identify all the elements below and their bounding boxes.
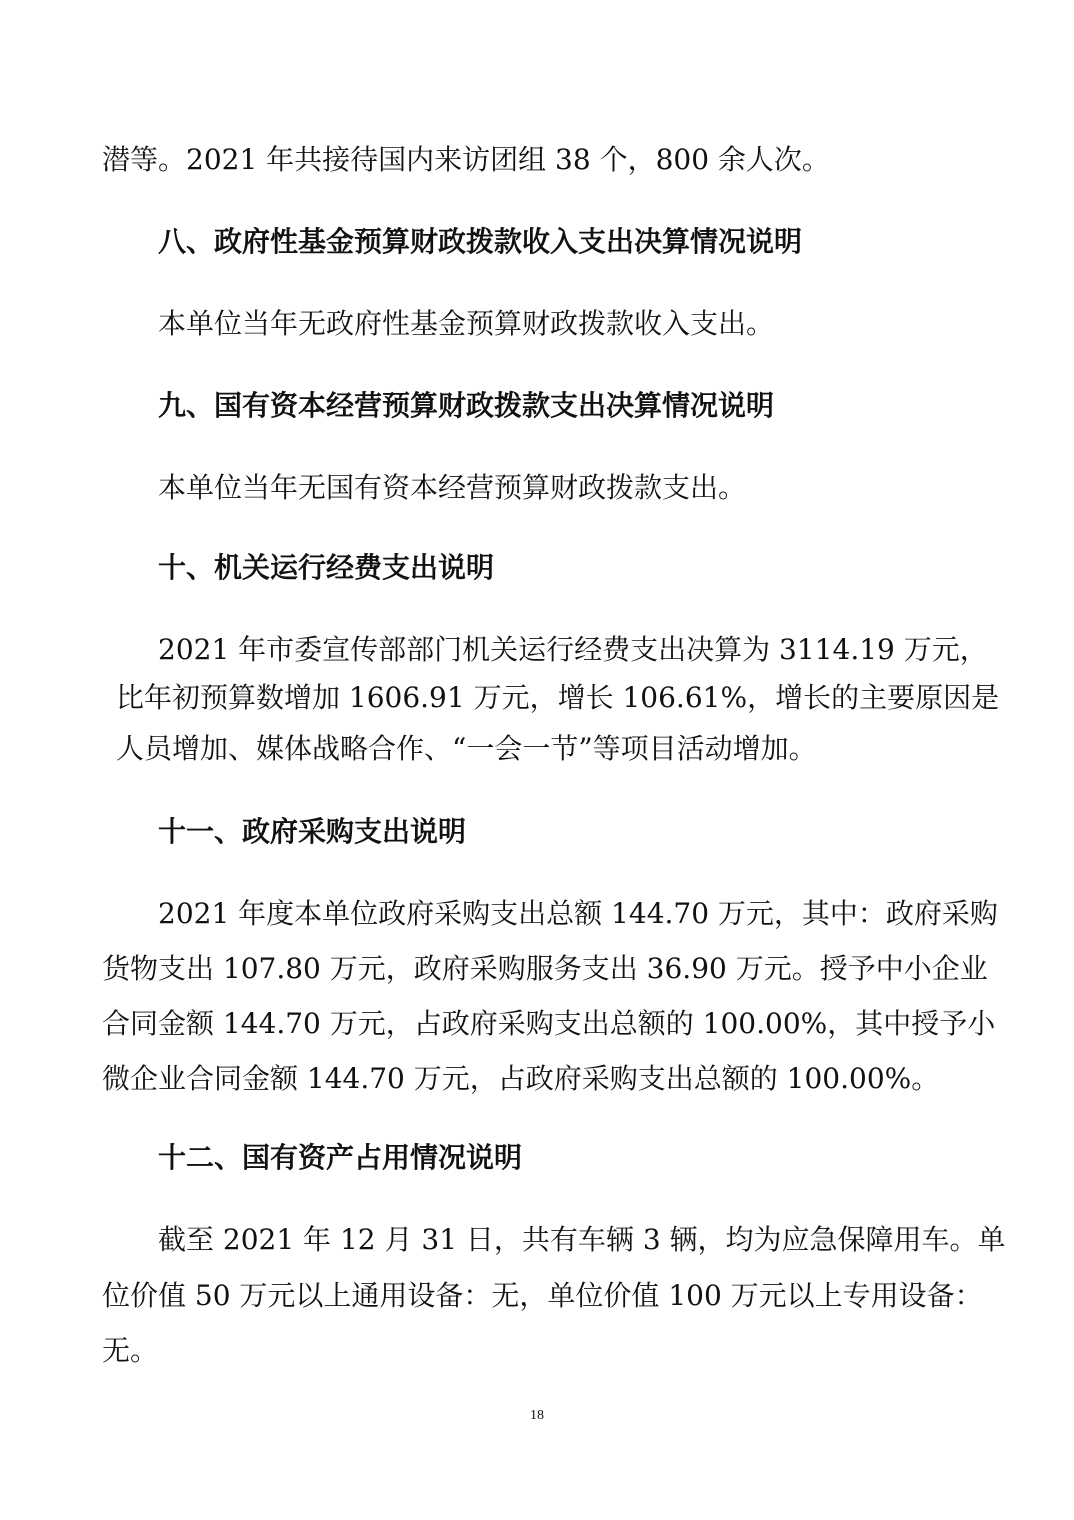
- section-11-line-1: 2021 年度本单位政府采购支出总额 144.70 万元，其中：政府采购: [158, 897, 998, 930]
- section-11-line-2: 货物支出 107.80 万元，政府采购服务支出 36.90 万元。授予中小企业: [102, 952, 988, 985]
- section-heading-11: 十一、政府采购支出说明: [158, 815, 467, 848]
- section-9-text: 本单位当年无国有资本经营预算财政拨款支出。: [158, 471, 747, 504]
- section-12-line-3: 无。: [102, 1334, 159, 1367]
- section-12-line-1: 截至 2021 年 12 月 31 日，共有车辆 3 辆，均为应急保障用车。单: [158, 1223, 1006, 1256]
- section-11-line-3: 合同金额 144.70 万元，占政府采购支出总额的 100.00%，其中授予小: [102, 1007, 996, 1040]
- section-heading-8: 八、政府性基金预算财政拨款收入支出决算情况说明: [158, 225, 803, 258]
- section-12-line-2: 位价值 50 万元以上通用设备：无，单位价值 100 万元以上专用设备：: [102, 1279, 983, 1312]
- section-10-line-1: 2021 年市委宣传部部门机关运行经费支出决算为 3114.19 万元，: [158, 633, 988, 666]
- paragraph-continuation: 潜等。2021 年共接待国内来访团组 38 个，800 余人次。: [102, 143, 830, 176]
- section-11-line-4: 微企业合同金额 144.70 万元，占政府采购支出总额的 100.00%。: [102, 1062, 940, 1095]
- page-number: 18: [530, 1408, 544, 1423]
- section-10-line-3: 人员增加、媒体战略合作、“一会一节”等项目活动增加。: [116, 732, 817, 765]
- section-heading-10: 十、机关运行经费支出说明: [158, 551, 495, 584]
- section-heading-12: 十二、国有资产占用情况说明: [158, 1141, 523, 1174]
- section-10-line-2: 比年初预算数增加 1606.91 万元，增长 106.61%，增长的主要原因是: [116, 681, 1000, 714]
- section-8-text: 本单位当年无政府性基金预算财政拨款收入支出。: [158, 307, 775, 340]
- section-heading-9: 九、国有资本经营预算财政拨款支出决算情况说明: [158, 389, 775, 422]
